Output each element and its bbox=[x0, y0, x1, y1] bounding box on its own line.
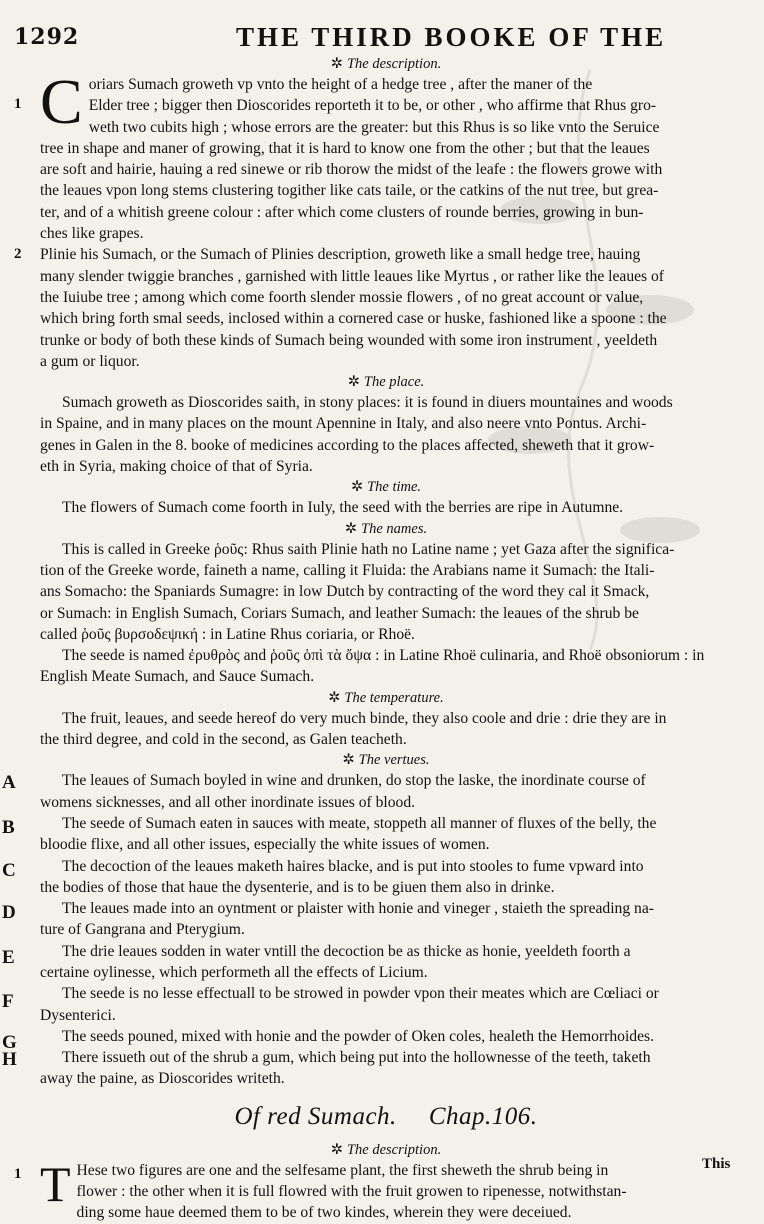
text-line: The leaues made into an oyntment or plaister with honie and vineger , staieth the spreading na- bbox=[62, 900, 654, 918]
vertue-item-b bbox=[2, 813, 732, 856]
drop-capital: T bbox=[40, 1155, 71, 1212]
text-line: ding some haue deemed them to be of two kindes, wherein they were deceiued. bbox=[76, 1204, 572, 1222]
text-line: Hese two figures are one and the selfesame plant, the first sheweth the shrub being in bbox=[76, 1161, 609, 1179]
description-paragraph-1 bbox=[14, 66, 732, 244]
text-line: Plinie his Sumach, or the Sumach of Plinies description, groweth like a small hedge tree, hauing bbox=[40, 246, 641, 264]
description-paragraph-3 bbox=[14, 1155, 732, 1224]
text-line: the leaues vpon long stems clustering togither like cats taile, or the catkins of the nut tree, but grea- bbox=[40, 182, 659, 200]
text-line: ter, and of a whitish greene colour : after which come clusters of rounde berries, growing in bun- bbox=[40, 203, 644, 221]
text-line: away the paine, as Dioscorides writeth. bbox=[40, 1070, 285, 1088]
text-line: called ῥοῦς βυρσοδεψική : in Latine Rhus coriaria, or Rhoë. bbox=[40, 625, 415, 643]
margin-letter: C bbox=[2, 859, 16, 881]
text-line: which bring forth smal seeds, inclosed within a cornered case or huske, fashioned like a spoone : the bbox=[40, 310, 667, 328]
fleuron-icon: ✲ bbox=[330, 56, 343, 72]
text-line: ans Somacho: the Spaniards Sumagre: in low Dutch by contracting of the word they cal it Smack, bbox=[40, 583, 650, 601]
temperature-paragraph bbox=[40, 708, 732, 751]
paragraph-number: 1 bbox=[14, 96, 22, 112]
text-line: the third degree, and cold in the second, as Galen teacheth. bbox=[40, 731, 407, 749]
chapter-title: Of red Sumach. bbox=[234, 1102, 397, 1130]
place-paragraph bbox=[40, 392, 732, 477]
text-line: tion of the Greeke worde, faineth a name, calling it Fluida: the Arabians name it Sumach: the Itali- bbox=[40, 561, 655, 579]
text-line: eth in Syria, making choice of that of Syria. bbox=[40, 458, 313, 476]
text-line: flower : the other when it is full flowred with the fruit growen to ripenesse, notwithstan- bbox=[76, 1183, 627, 1201]
chapter-number: Chap.106. bbox=[428, 1102, 538, 1130]
vertue-item-d bbox=[2, 898, 732, 941]
text-line: The leaues of Sumach boyled in wine and drunken, do stop the laske, the inordinate course of bbox=[62, 772, 646, 790]
fleuron-icon: ✲ bbox=[347, 374, 360, 391]
margin-letter: E bbox=[2, 946, 15, 968]
text-line: genes in Galen in the 8. booke of medicines according to the places affected, sheweth that it grow- bbox=[40, 436, 655, 454]
fleuron-icon: ✲ bbox=[350, 479, 364, 496]
text-line: tree in shape and maner of growing, that it is hard to know one from the other ; but that the leaues bbox=[40, 139, 650, 157]
section-heading-temperature: ✲ The temperature. bbox=[328, 689, 444, 706]
time-paragraph bbox=[40, 497, 732, 518]
text-line: Sumach groweth as Dioscorides saith, in stony places: it is found in diuers mountaines and woods bbox=[62, 394, 673, 412]
text-line: Dysenterici. bbox=[40, 1006, 116, 1024]
text-line: are soft and hairie, hauing a red sinewe or rib thorow the midst of the leafe : the flowers growe with bbox=[40, 161, 663, 179]
text-line: This is called in Greeke ῥοῦς: Rhus saith Plinie hath no Latine name ; yet Gaza after the significa- bbox=[62, 540, 675, 558]
paragraph-number: 1 bbox=[14, 1165, 22, 1182]
vertue-item-f bbox=[2, 983, 732, 1026]
text-line: ture of Gangrana and Pterygium. bbox=[40, 921, 245, 939]
text-line: The seede is named ἐρυθρὸς and ῥοῦς ὁπὶ τὰ ὄψα : in Latine Rhoë culinaria, and Rhoë obsoniorum : in bbox=[62, 647, 705, 665]
text-line: The fruit, leaues, and seede hereof do very much binde, they also coole and drie : drie they are in bbox=[62, 709, 667, 727]
margin-letter: G bbox=[2, 1031, 17, 1053]
body-text bbox=[2, 54, 732, 1224]
text-line: oriars Sumach groweth vp vnto the height of a hedge tree , after the maner of the bbox=[88, 76, 593, 93]
fleuron-icon: ✲ bbox=[342, 752, 355, 769]
text-line: many slender twiggie branches , garnished with little leaues like Myrtus , or rather like the leaues of bbox=[40, 267, 664, 285]
section-heading-names: ✲ The names. bbox=[344, 520, 428, 537]
text-line: The seede is no lesse effectuall to be strowed in powder vpon their meates which are Cœliaci or bbox=[62, 985, 659, 1003]
fleuron-icon: ✲ bbox=[330, 1141, 343, 1158]
section-heading-place: ✲ The place. bbox=[347, 374, 425, 391]
description-paragraph-2 bbox=[14, 244, 732, 372]
chapter-heading bbox=[40, 1100, 732, 1134]
vertue-item-e bbox=[2, 941, 732, 984]
margin-letter: B bbox=[2, 816, 15, 838]
text-line: certaine oylinesse, which performeth all the effects of Licium. bbox=[40, 963, 428, 981]
text-line: There issueth out of the shrub a gum, which being put into the hollownesse of the teeth, taketh bbox=[62, 1049, 651, 1067]
paragraph-number: 2 bbox=[14, 246, 22, 263]
text-line: English Meate Sumach, and Sauce Sumach. bbox=[40, 668, 315, 686]
page-header bbox=[14, 22, 754, 56]
vertue-item-a bbox=[2, 770, 732, 813]
drop-capital: C bbox=[40, 66, 83, 137]
fleuron-icon: ✲ bbox=[344, 520, 358, 537]
margin-letter: H bbox=[2, 1049, 17, 1071]
margin-letter: A bbox=[2, 772, 16, 794]
text-line: The seeds pouned, mixed with honie and the powder of Oken coles, healeth the Hemorrhoides. bbox=[62, 1027, 654, 1045]
text-line: The decoction of the leaues maketh haires blacke, and is put into stooles to fume vpward into bbox=[62, 857, 644, 875]
section-heading-description: ✲ The description. bbox=[330, 56, 442, 72]
text-line: in Spaine, and in many places on the mount Apennine in Italy, and also neere vnto Pontus. Archi- bbox=[40, 415, 647, 433]
vertue-item-h bbox=[2, 1047, 732, 1090]
text-line: or Sumach: in English Sumach, Coriars Sumach, and leather Sumach: the leaues of the shrub be bbox=[40, 604, 639, 622]
margin-letter: D bbox=[2, 902, 16, 924]
text-line: Elder tree ; bigger then Dioscorides reporteth it to be, or other , who affirme that Rhus gro- bbox=[88, 97, 657, 115]
vertue-item-c bbox=[2, 856, 732, 899]
text-line: a gum or liquor. bbox=[40, 352, 140, 370]
margin-letter: F bbox=[2, 991, 14, 1013]
names-paragraph bbox=[40, 539, 732, 688]
vertue-item-g bbox=[2, 1026, 732, 1053]
text-line: bloodie flixe, and all other issues, especially the white issues of women. bbox=[40, 836, 490, 854]
fleuron-icon: ✲ bbox=[328, 689, 341, 706]
text-line: The flowers of Sumach come foorth in Iuly, the seed with the berries are ripe in Autumne. bbox=[62, 499, 624, 517]
catchword: This bbox=[702, 1156, 731, 1172]
text-line: The seede of Sumach eaten in sauces with meate, stoppeth all manner of fluxes of the belly, the bbox=[62, 814, 657, 832]
text-line: weth two cubits high ; whose errors are the greater: but this Rhus is so like vnto the Seruice bbox=[88, 118, 660, 136]
text-line: the bodies of those that haue the dysenterie, and is to be giuen them also in drinke. bbox=[40, 878, 555, 896]
section-heading-vertues: ✲ The vertues. bbox=[342, 752, 430, 769]
running-title: THE THIRD BOOKE OF THE bbox=[236, 22, 667, 52]
section-heading-description-2: ✲ The description. bbox=[330, 1141, 442, 1158]
folio-number: 1292 bbox=[14, 24, 80, 50]
text-line: trunke or body of both these kinds of Sumach being wounded with some iron instrument , yeeldeth bbox=[40, 331, 658, 349]
text-line: The drie leaues sodden in water vntill the decoction be as thicke as honie, yeeldeth foorth a bbox=[62, 942, 631, 960]
text-line: the Iuiube tree ; among which come foorth slender mossie flowers , of no great account or value, bbox=[40, 288, 644, 306]
text-line: womens sicknesses, and all other inordinate issues of blood. bbox=[40, 793, 416, 811]
text-line: ches like grapes. bbox=[40, 225, 144, 243]
section-heading-time: ✲ The time. bbox=[350, 479, 422, 496]
